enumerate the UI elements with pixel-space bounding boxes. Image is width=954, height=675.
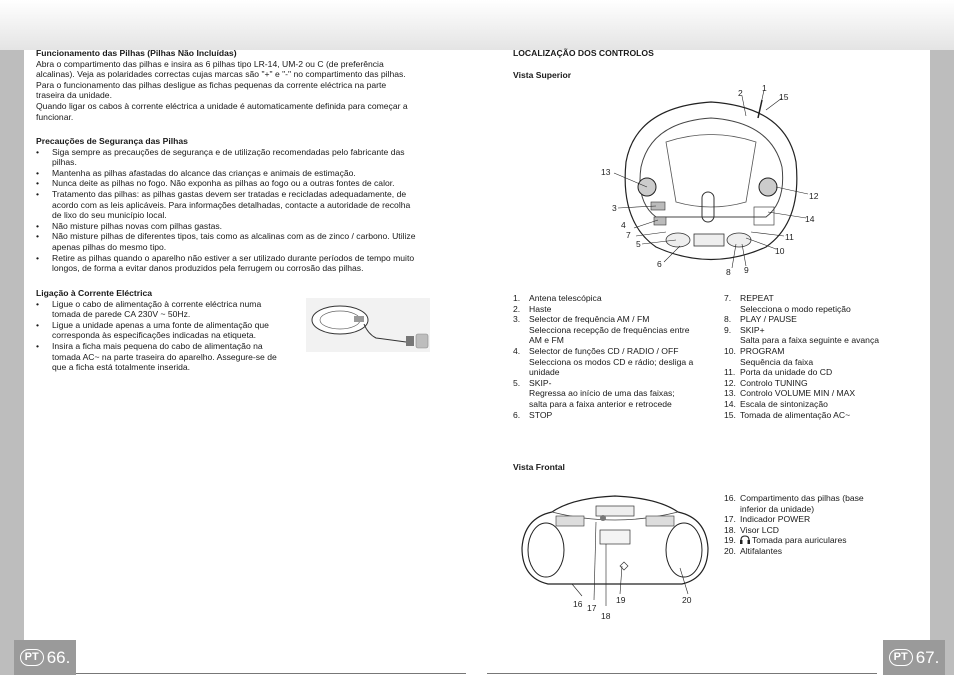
- batteries-line: funcionar.: [36, 111, 74, 122]
- callout-4: 4: [621, 220, 626, 230]
- list-item: 9. SKIP+ Salta para a faixa seguinte e avança: [724, 324, 880, 346]
- list-item: • Ligue o cabo de alimentação à corrente eléctrica numa tomada de parede CA 230V ~ 50Hz.: [36, 299, 306, 320]
- footer-rule-right: [487, 673, 877, 674]
- footer-rule-left: [76, 673, 466, 674]
- callout-3: 3: [612, 203, 617, 213]
- list-item: • Retire as pilhas quando o aparelho não estiver a ser utilizado durante períodos de tempo muito longos, de forma a evitar danos produzidos pela ferrugem ou corrosão das pilhas.: [36, 253, 440, 274]
- callout-14: 14: [805, 214, 815, 224]
- headphones-icon: [740, 535, 750, 544]
- batteries-section: [36, 48, 436, 122]
- batteries-line: Para o funcionamento das pilhas desligue as fichas pequenas da corrente eléctrica na parte: [36, 79, 387, 90]
- list-item: 4. Selector de funções CD / RADIO / OFF Selecciona os modos CD e rádio; desliga a unidade: [513, 345, 694, 378]
- callout-7: 7: [626, 230, 631, 240]
- page-number-box-left: [14, 640, 76, 675]
- list-item: 14. Escala de sintonização: [724, 398, 828, 409]
- batteries-line: Abra o compartimento das pilhas e insira as 6 pilhas tipo LR-14, UM-2 ou C (de preferência: [36, 58, 384, 69]
- power-connection-illustration: [306, 298, 430, 352]
- right-margin-bar: [930, 50, 954, 675]
- power-title: Ligação à Corrente Eléctrica: [36, 288, 153, 298]
- list-item: 6. STOP: [513, 409, 553, 420]
- callout-18: 18: [601, 611, 611, 621]
- list-item: 3. Selector de frequência AM / FM Selecciona recepção de frequências entre AM e FM: [513, 314, 690, 346]
- list-item: • Siga sempre as precauções de segurança e de utilização recomendadas pelo fabricante das pilhas.: [36, 147, 440, 168]
- front-view-diagram: [512, 488, 718, 622]
- page-number: 67.: [915, 647, 940, 667]
- callout-11: 11: [785, 232, 794, 242]
- callout-9: 9: [744, 265, 749, 275]
- page-number-box-right: [883, 640, 945, 675]
- callout-20: 20: [682, 595, 692, 605]
- list-item: 19. Tomada para auriculares: [724, 535, 847, 546]
- front-view-heading: [513, 462, 713, 473]
- callout-19: 19: [616, 595, 626, 605]
- callout-10: 10: [775, 246, 785, 256]
- callout-8: 8: [726, 267, 731, 277]
- callout-12: 12: [809, 191, 819, 201]
- list-item: • Mantenha as pilhas afastadas do alcance das crianças e animais de estimação.: [36, 168, 440, 179]
- list-item: • Tratamento das pilhas: as pilhas gastas devem ser tratadas e recicladas adequadamente, de acordo com as leis aplicáveis. Para informações detalhadas, contacte a autoridade de recolha de lixo do seu município local.: [36, 189, 440, 221]
- list-item: 12. Controlo TUNING: [724, 377, 808, 388]
- page-title: LOCALIZAÇÃO DOS CONTROLOS: [513, 48, 654, 58]
- list-item: 13. Controlo VOLUME MIN / MAX: [724, 388, 856, 399]
- callout-6: 6: [657, 259, 662, 269]
- list-item: • Insira a ficha mais pequena do cabo de alimentação na tomada AC~ na parte traseira do aparelho. Assegure-se de que a ficha está totalmente inserida.: [36, 341, 306, 373]
- callout-1: 1: [762, 83, 767, 93]
- callout-17: 17: [587, 603, 597, 613]
- language-badge: PT: [889, 649, 913, 666]
- controls-heading: [513, 48, 813, 59]
- list-item: 11. Porta da unidade do CD: [724, 367, 833, 378]
- language-badge: PT: [20, 649, 44, 666]
- callout-15: 15: [779, 92, 789, 102]
- list-item: • Nunca deite as pilhas no fogo. Não exponha as pilhas ao fogo ou a outras fontes de calor.: [36, 178, 440, 189]
- batteries-line: alcalinas). Veja as polaridades correctas cujas marcas são "+" e "-" no compartimento das pilhas.: [36, 69, 406, 80]
- list-item: 15. Tomada de alimentação AC~: [724, 409, 851, 420]
- list-item: • Não misture pilhas de diferentes tipos, tais como as alcalinas com as de zinco / carbono. Utilize apenas pilhas do mesmo tipo.: [36, 231, 440, 252]
- top-view-legend-left: [513, 293, 713, 420]
- list-item: • Ligue a unidade apenas a uma fonte de alimentação que corresponda às especificações indicadas na etiqueta.: [36, 320, 306, 341]
- safety-list: [36, 147, 440, 274]
- callout-5: 5: [636, 239, 641, 249]
- front-view-legend: [724, 493, 904, 557]
- power-list: [36, 299, 306, 373]
- top-view-diagram: [596, 82, 826, 282]
- power-section: [36, 288, 306, 373]
- list-item: 2. Haste: [513, 303, 552, 314]
- batteries-title: Funcionamento das Pilhas (Pilhas Não Incluídas): [36, 48, 237, 58]
- safety-section: [36, 136, 440, 274]
- list-item: 20. Altifalantes: [724, 545, 783, 556]
- page-number: 66.: [46, 647, 71, 667]
- top-band: [0, 0, 954, 50]
- callout-2: 2: [738, 88, 743, 98]
- list-item: 16. Compartimento das pilhas (base inferior da unidade): [724, 493, 864, 514]
- batteries-line: traseira da unidade.: [36, 90, 112, 101]
- list-item: 5. SKIP- Regressa ao início de uma das faixas; salta para a faixa anterior e retrocede: [513, 377, 675, 409]
- safety-title: Precauções de Segurança das Pilhas: [36, 136, 188, 146]
- list-item: 17. Indicador POWER: [724, 514, 811, 525]
- list-item: 1. Antena telescópica: [513, 293, 602, 303]
- list-item: 8. PLAY / PAUSE: [724, 314, 797, 325]
- callout-13: 13: [601, 167, 611, 177]
- left-margin-bar: [0, 50, 24, 675]
- top-view-title: Vista Superior: [513, 70, 572, 80]
- list-item: 7. REPEAT Selecciona o modo repetição: [724, 293, 851, 314]
- list-item: • Não misture pilhas novas com pilhas gastas.: [36, 221, 440, 232]
- batteries-line: Quando ligar os cabos à corrente eléctrica a unidade é automaticamente definida para começar a: [36, 100, 408, 111]
- callout-16: 16: [573, 599, 583, 609]
- list-item: 18. Visor LCD: [724, 524, 780, 535]
- top-view-legend-right: [724, 293, 904, 420]
- list-item: 10. PROGRAM Sequência da faixa: [724, 345, 814, 367]
- front-view-title: Vista Frontal: [513, 462, 565, 472]
- top-view-heading: [513, 70, 713, 81]
